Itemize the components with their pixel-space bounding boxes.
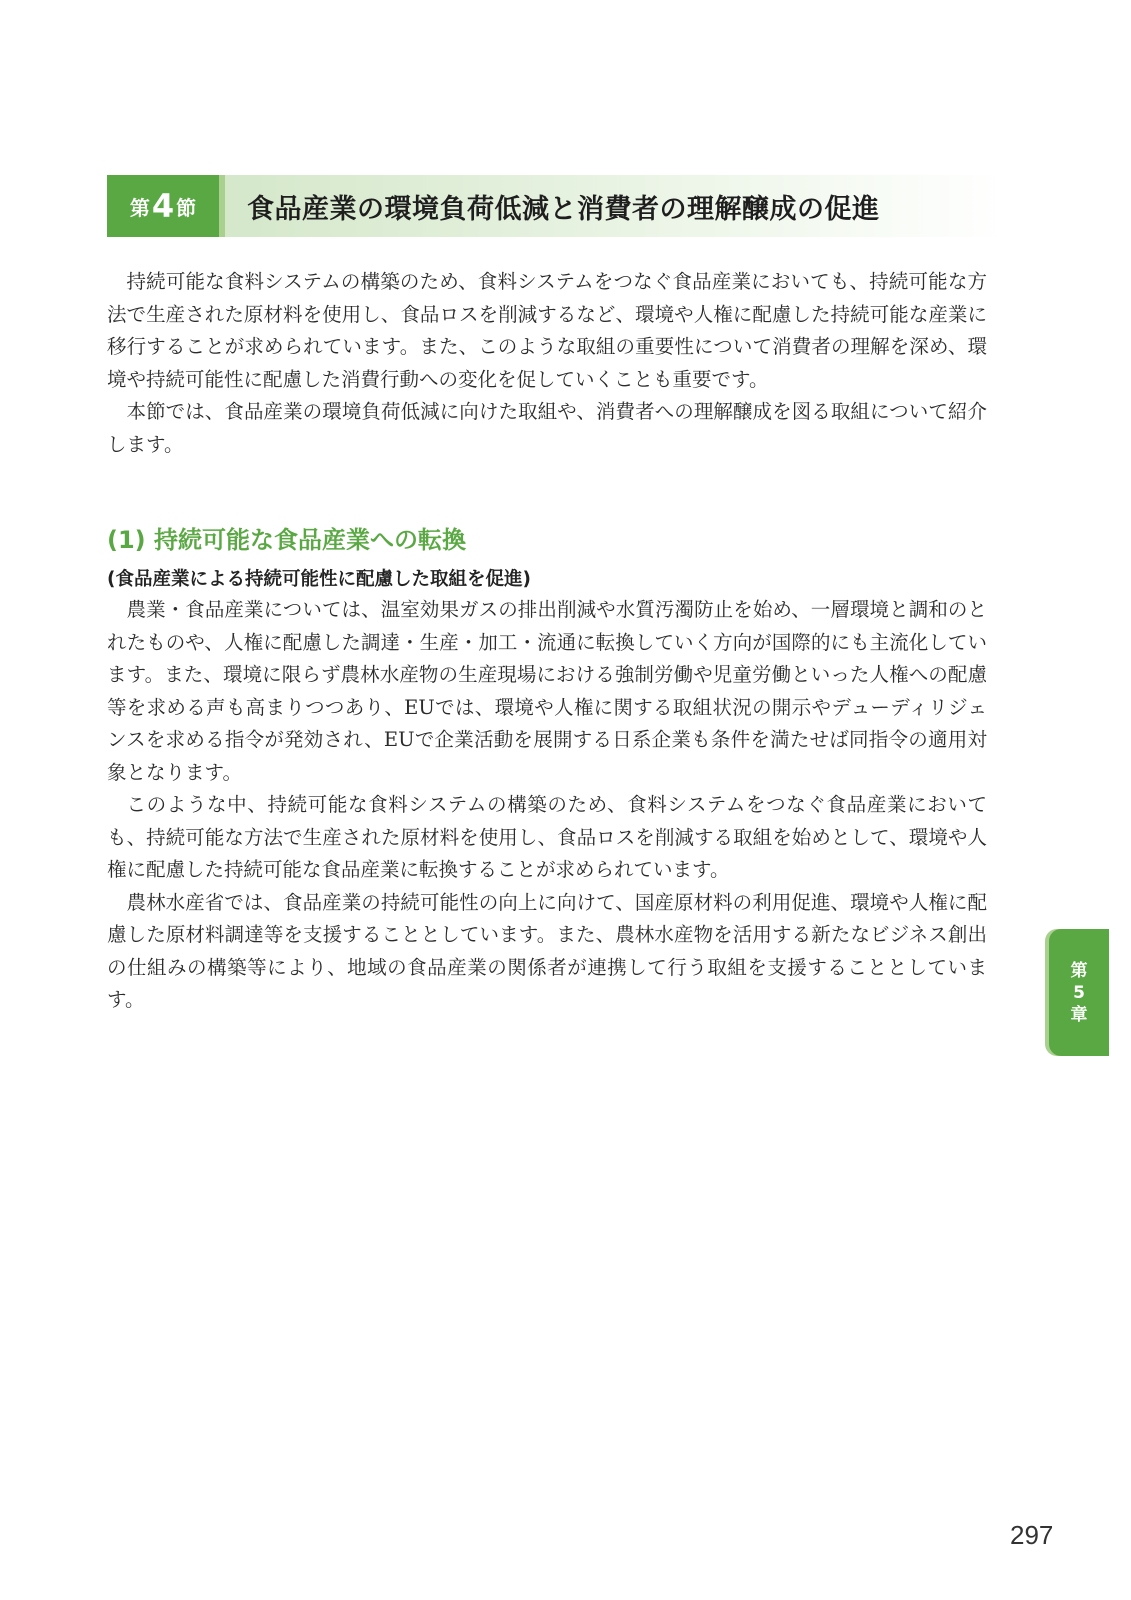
body-paragraph: このような中、持続可能な食料システムの構築のため、食料システムをつなぐ食品産業においても、持続可能な方法で生産された原材料を使用し、食品ロスを削減する取組を始めとして、環境や人権に配慮した持続可能な食品産業に転換することが求められています。 <box>107 793 987 881</box>
section-number: 4 <box>151 187 175 225</box>
body-paragraph: 農林水産省では、食品産業の持続可能性の向上に向けて、国産原材料の利用促進、環境や人権に配慮した原材料調達等を支援することとしています。また、農林水産物を活用する新たなビジネス創出の仕組みの構築等により、地域の食品産業の関係者が連携して行う取組を支援することとしています。 <box>107 890 987 1011</box>
subsection-heading: (食品産業による持続可能性に配慮した取組を促進) <box>107 569 531 590</box>
intro-paragraph: 持続可能な食料システムの構築のため、食料システムをつなぐ食品産業においても、持続可能な方法で生産された原材料を使用し、食品ロスを削減するなど、環境や人権に配慮した持続可能な産業に移行することが求められています。また、このような取組の重要性について消費者の理解を深め、環境や持続可能性に配慮した消費行動への変化を促していくことも重要です。 <box>107 270 987 391</box>
subsection-title: (1) 持続可能な食品産業への転換 <box>107 526 466 554</box>
intro-text <box>107 266 987 461</box>
main-text <box>107 594 987 1017</box>
chapter-tab-number: 5 <box>1073 982 1085 1003</box>
section-title: 食品産業の環境負荷低減と消費者の理解醸成の促進 <box>247 193 880 225</box>
chapter-tab-suffix: 章 <box>1070 1004 1088 1025</box>
section-prefix: 第 <box>129 195 150 220</box>
intro-paragraph: 本節では、食品産業の環境負荷低減に向けた取組や、消費者への理解醸成を図る取組について紹介します。 <box>107 400 987 456</box>
chapter-tab-prefix: 第 <box>1070 960 1088 981</box>
page-number: 297 <box>1010 1520 1054 1550</box>
body-paragraph: 農業・食品産業については、温室効果ガスの排出削減や水質汚濁防止を始め、一層環境と調和のとれたものや、人権に配慮した調達・生産・加工・流通に転換していく方向が国際的にも主流化しています。また、環境に限らず農林水産物の生産現場における強制労働や児童労働といった人権への配慮等を求める声も高まりつつあり、EUでは、環境や人権に関する取組状況の開示やデューディリジェンスを求める指令が発効され、EUで企業活動を展開する日系企業も条件を満たせば同指令の適用対象となります。 <box>107 598 987 784</box>
section-header <box>107 175 1007 237</box>
section-suffix: 節 <box>176 195 197 220</box>
chapter-tab <box>1049 929 1109 1056</box>
section-number-badge <box>107 175 219 237</box>
